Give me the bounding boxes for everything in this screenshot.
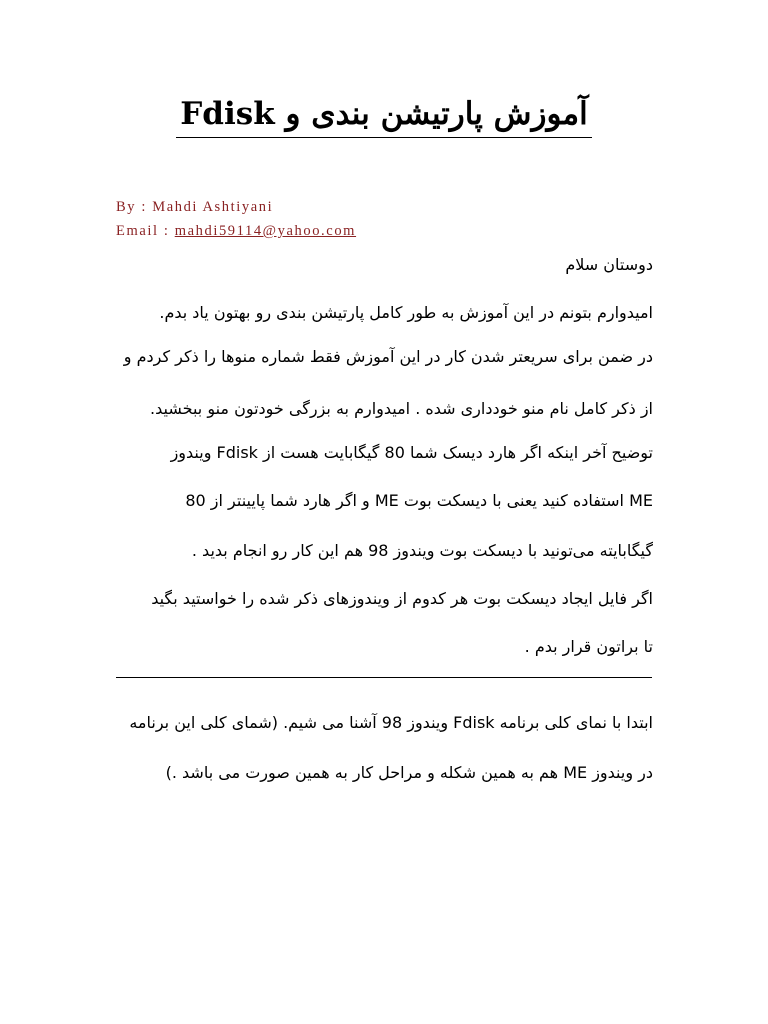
body-line-4: توضیح آخر اینکه اگر هارد دیسک شما 80 گیگابایت هست از Fdisk ویندوز: [170, 443, 653, 462]
email-label: Email :: [116, 223, 175, 239]
section-divider: [116, 677, 652, 678]
page-title: آموزش پارتیشن بندی و Fdisk: [176, 92, 591, 138]
author-line: By : Mahdi Ashtiyani: [116, 199, 274, 215]
section-line-2: در ویندوز ME هم به همین شکله و مراحل کار به همین صورت می باشد .): [165, 763, 653, 782]
body-line-1: امیدوارم بتونم در این آموزش به طور کامل پارتیشن بندی رو بهتون یاد بدم.: [159, 303, 653, 322]
body-line-5: ME استفاده کنید یعنی با دیسکت بوت ME و اگر هارد شما پایینتر از 80: [185, 491, 653, 510]
body-line-6: گیگابایته می‌تونید با دیسکت بوت ویندوز 98 هم این کار رو انجام بدید .: [191, 541, 653, 560]
body-line-3: از ذکر کامل نام منو خودداری شده . امیدوارم به بزرگی خودتون منو ببخشید.: [150, 399, 653, 418]
email-link[interactable]: mahdi59114@yahoo.com: [174, 223, 357, 239]
body-line-2: در ضمن برای سریعتر شدن کار در این آموزش فقط شماره منوها را ذکر کردم و: [123, 347, 653, 366]
email-line: [116, 222, 356, 240]
title-block: [0, 92, 768, 141]
greeting-line: دوستان سلام: [565, 255, 653, 274]
body-line-8: تا براتون قرار بدم .: [524, 637, 653, 656]
body-line-7: اگر فایل ایجاد دیسکت بوت هر کدوم از ویندوزهای ذکر شده را خواستید بگید: [151, 589, 653, 608]
section-line-1: ابتدا با نمای کلی برنامه Fdisk ویندوز 98 آشنا می شیم. (شمای کلی این برنامه: [129, 713, 653, 732]
